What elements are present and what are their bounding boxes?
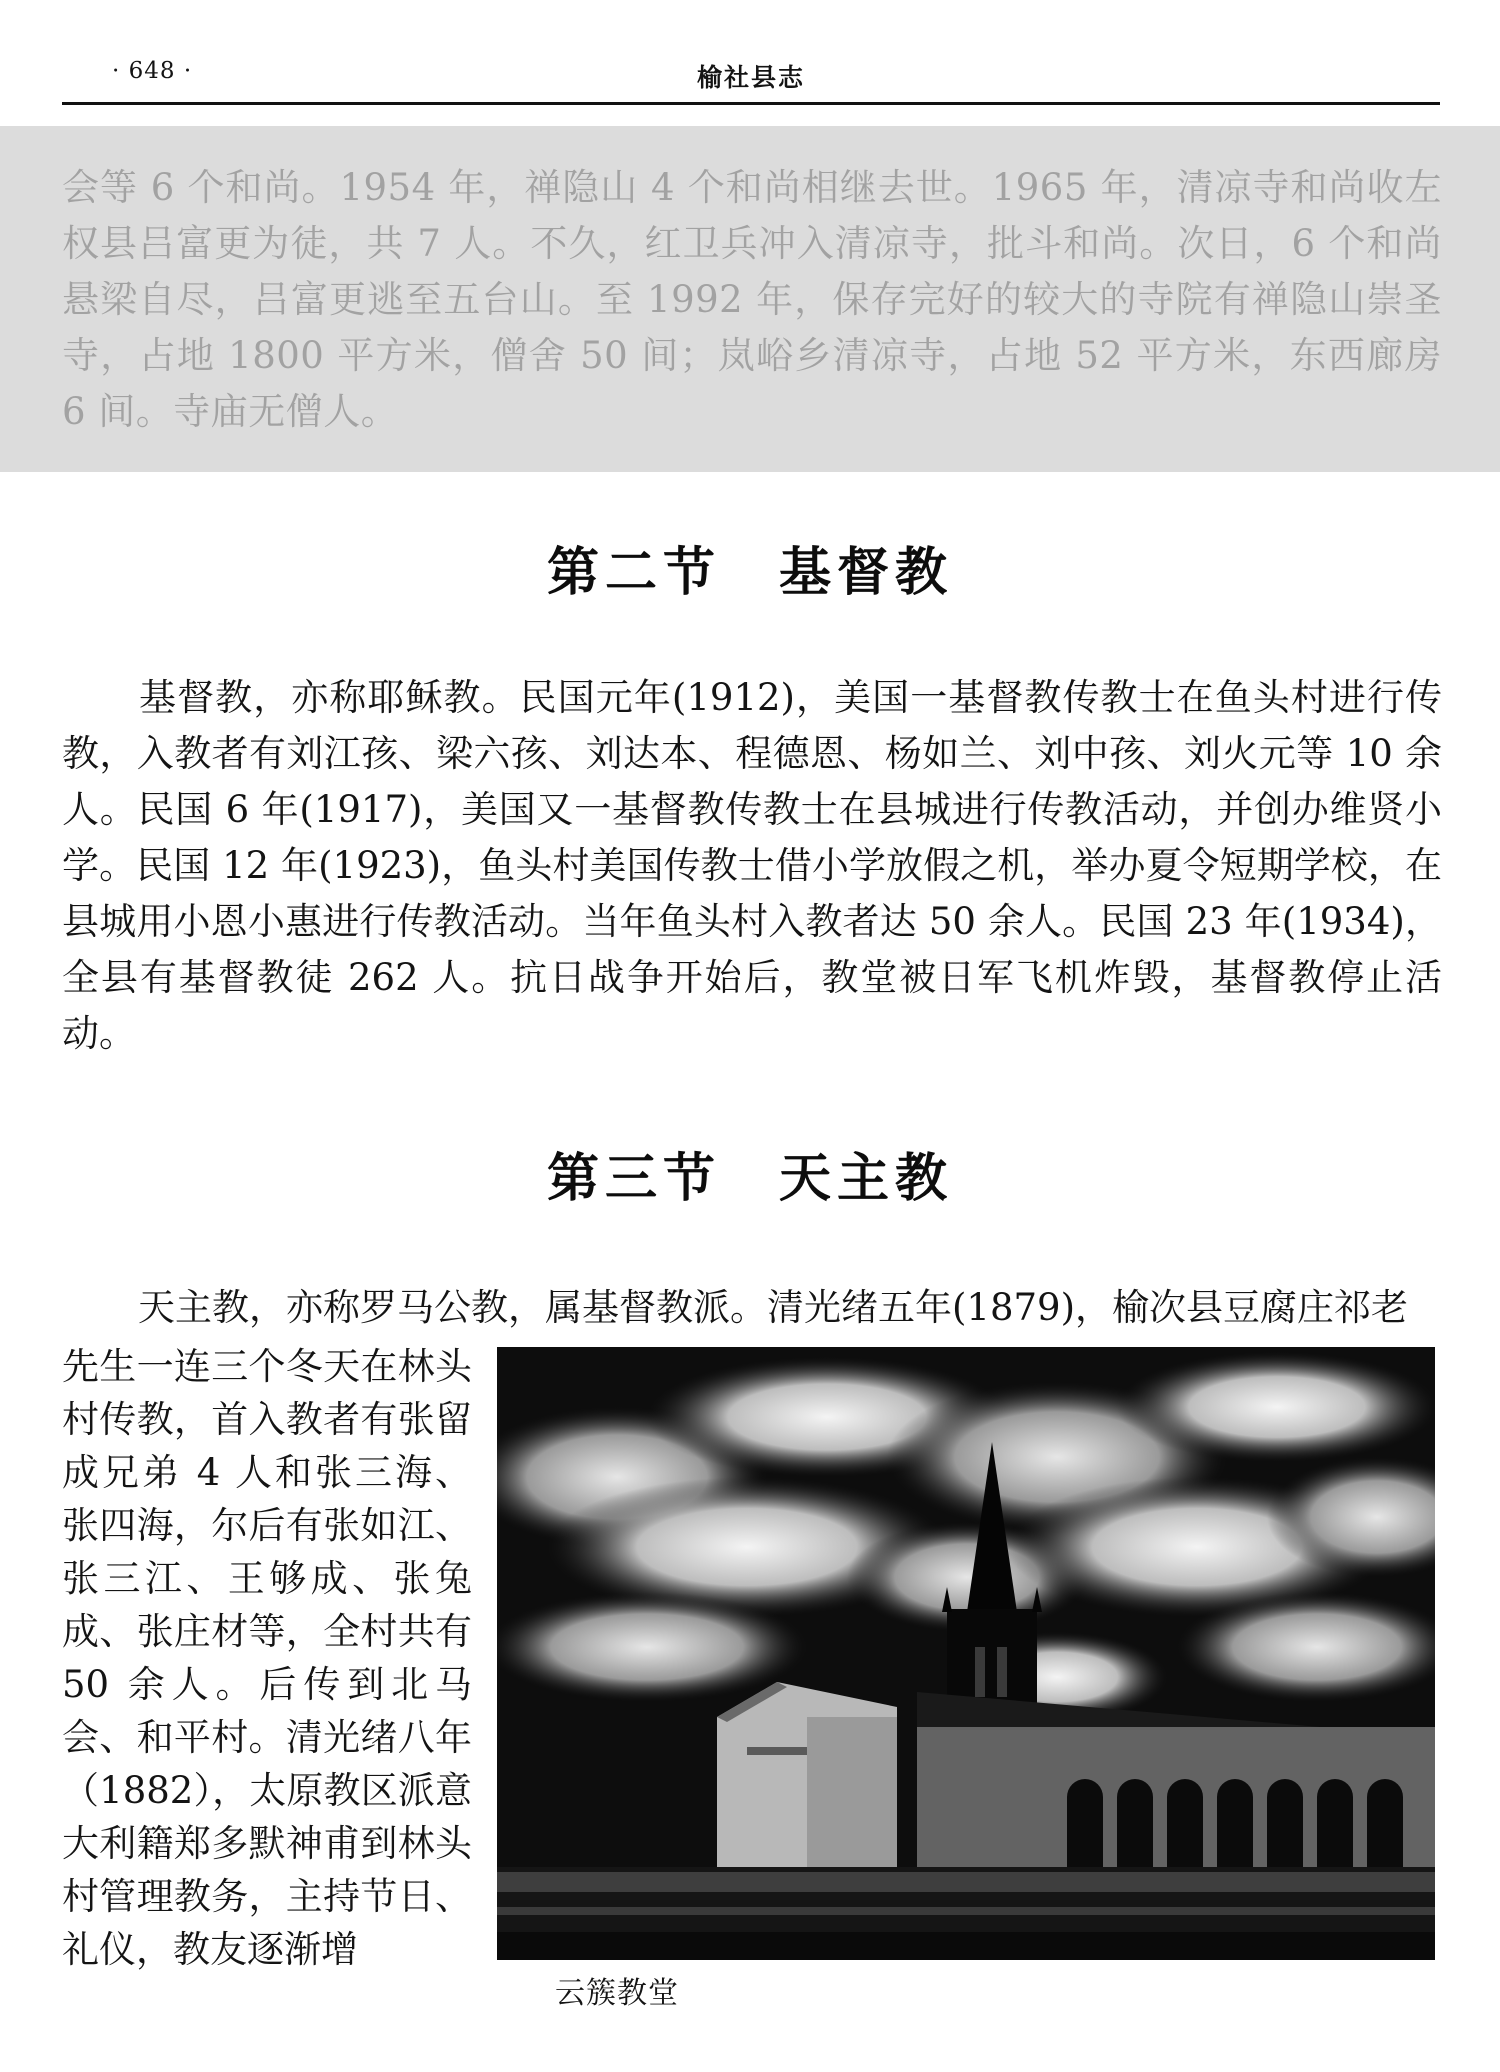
church-photo [497,1347,1435,1960]
paragraph-text: 基督教，亦称耶稣教。民国元年(1912)，美国一基督教传教士在鱼头村进行传教，入教者有刘江孩、梁六孩、刘达本、程德恩、杨如兰、刘中孩、刘火元等 10 余人。民国 6 年(1917)，美国又一基督教传教士在县城进行传教活动，并创办维贤小学。民国 12 年(1923)，鱼头村美国传教士借小学放假之机，举办夏令短期学校，在县城用小恩小惠进行传教活动。当年鱼头村入教者达 50 余人。民国 23 年(1934)，全县有基督教徒 262 人。抗日战争开始后，教堂被日军飞机炸毁，基督教停止活动。 [62,676,1442,1055]
first-line-text: 天主教，亦称罗马公教，属基督教派。清光绪五年(1879)，榆次县豆腐庄祁老 [138,1286,1409,1329]
header-rule [62,102,1440,105]
section-heading-christianity: 第二节 基督教 [546,543,953,603]
section-heading-catholicism: 第三节 天主教 [546,1149,953,1209]
photo-caption: 云簇教堂 [555,1976,679,2011]
page-header [62,52,1440,102]
paragraph-catholicism-first-line [62,1280,1442,1336]
page-number: · 648 · [112,58,193,84]
paragraph-christianity [62,670,1442,1062]
book-title: 榆社县志 [696,63,805,92]
previous-section-tail: 会等 6 个和尚。1954 年，禅隐山 4 个和尚相继去世。1965 年，清凉寺和尚收左权县吕富更为徒，共 7 人。不久，红卫兵冲入清凉寺，批斗和尚。次日，6 个和尚悬梁自尽，吕富更逃至五台山。至 1992 年，保存完好的较大的寺院有禅隐山崇圣寺，占地 1800 平方米，僧舍 50 间；岚峪乡清凉寺，占地 52 平方米，东西廊房 6 间。寺庙无僧人。 [62,166,1442,433]
paragraph-catholicism-wrapped: 先生一连三个冬天在林头村传教，首入教者有张留成兄弟 4 人和张三海、张四海，尔后有张如江、张三江、王够成、张兔成、张庄材等，全村共有 50 余人。后传到北马会、和平村。清光绪八年（1882），太原教区派意大利籍郑多默神甫到林头村管理教务，主持节日、礼仪，教友逐渐增 [62,1345,472,1971]
